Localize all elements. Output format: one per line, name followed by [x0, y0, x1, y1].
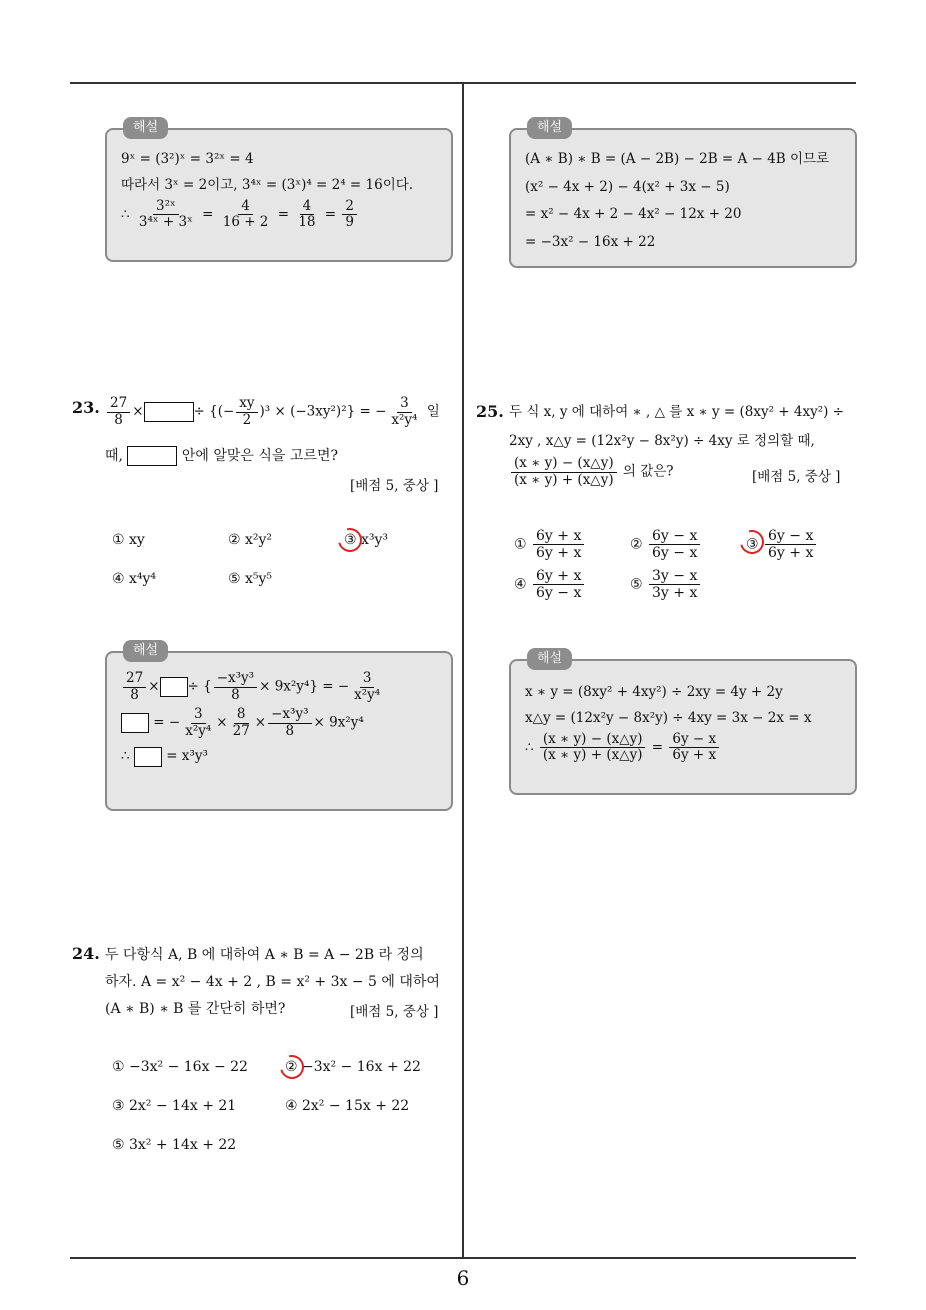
fraction: $\frac{(x ∗ y) - (x\triangle y)}{(x ∗ y) + (x\triangle y)}$	[540, 732, 646, 764]
option-5[interactable]: ⑤ x⁵y⁵	[228, 571, 273, 587]
option-2[interactable]: ② −3x² − 16x + 22	[285, 1059, 421, 1075]
answer-blank	[121, 713, 149, 733]
fraction: $\frac{3}{\text{x²y⁴}}$	[354, 670, 381, 703]
solution-box-22	[105, 120, 453, 262]
option-4[interactable]: ④ $\frac{6y + x}{6y - x}$	[514, 568, 586, 601]
score-label: [배점 5, 중상 ]	[752, 469, 841, 485]
option-3[interactable]: ③ $\frac{6y - x}{6y + x}$	[746, 528, 818, 561]
question-24-line: 두 다항식 A, B 에 대하여 A ∗ B = A − 2B 라 정의	[105, 947, 424, 963]
option-1[interactable]: ① $\frac{6y + x}{6y + x}$	[514, 528, 586, 561]
question-24-line: 하자. A = x² − 4x + 2 , B = x² + 3x − 5 에 대하여	[105, 974, 440, 990]
fraction: $\frac{6y - x}{6y - x}$	[649, 528, 700, 561]
solution-line: (x² − 4x + 2) − 4(x² + 3x − 5)	[525, 178, 730, 195]
fraction: $\frac{2}{9}$	[342, 199, 357, 231]
answer-blank	[127, 446, 177, 466]
question-24-line: (A ∗ B) ∗ B 를 간단히 하면?	[105, 1001, 286, 1017]
score-label: [배점 5, 중상 ]	[350, 1004, 439, 1020]
option-1[interactable]: ① xy	[112, 532, 145, 548]
fraction: $\frac{6y - x}{6y + x}$	[765, 528, 816, 561]
solution-box-24	[509, 120, 857, 268]
solution-box-23	[105, 643, 453, 811]
solution-line: 9ˣ = (3²)ˣ = 3²ˣ = 4	[121, 151, 254, 167]
option-5[interactable]: ⑤ 3x² + 14x + 22	[112, 1137, 237, 1153]
option-2[interactable]: ② x²y²	[228, 532, 273, 548]
solution-tag: 해설	[527, 648, 572, 670]
answer-blank	[144, 402, 194, 422]
fraction: $\frac{3}{\text{x²y⁴}}$	[185, 706, 212, 739]
solution-tag: 해설	[123, 640, 168, 662]
option-3[interactable]: ③ 2x² − 14x + 21	[112, 1098, 237, 1114]
solution-tag: 해설	[123, 117, 168, 139]
bottom-rule	[70, 1257, 856, 1259]
solution-line: = − $\frac{3}{\text{x²y⁴}}$ × $\frac{8}{27}$ × $\frac{\text{−x³y³}}{8}$ × 9x²y⁴	[121, 707, 439, 739]
score-label: [배점 5, 중상 ]	[350, 478, 439, 494]
fraction: $\frac{\text{3²ˣ}}{\text{3⁴ˣ + 3ˣ}}$	[138, 197, 193, 231]
solution-line: = −3x² − 16x + 22	[525, 234, 656, 251]
fraction: $\frac{6y - x}{6y + x}$	[669, 732, 719, 764]
question-number-23: 23.	[72, 398, 100, 417]
fraction: $\frac{27}{8}$	[107, 396, 130, 428]
fraction: $\frac{\text{−x³y³}}{8}$	[214, 671, 257, 703]
answer-circle-mark	[334, 524, 367, 557]
question-number-24: 24.	[72, 944, 100, 963]
solution-line: ∴ $\frac{\text{3²ˣ}}{\text{3⁴ˣ + 3ˣ}}$ = $\frac{4}{16 + 2}$ = $\frac{4}{18}$ = $\frac{2}{9}$	[121, 199, 439, 231]
option-1[interactable]: ① −3x² − 16x − 22	[112, 1059, 248, 1075]
option-2[interactable]: ② $\frac{6y - x}{6y - x}$	[630, 528, 702, 561]
fraction: $\frac{(x ∗ y) - (x\triangle y)}{(x ∗ y) + (x\triangle y)}$	[511, 456, 617, 488]
solution-line: x△y = (12x²y − 8x²y) ÷ 4xy = 3x − 2x = x	[525, 710, 812, 727]
fraction: $\frac{4}{16 + 2}$	[222, 197, 269, 231]
fraction: $\frac{xy}{2}$	[236, 396, 257, 428]
question-23-line2: 때, 안에 알맞은 식을 고르면?	[105, 448, 338, 464]
answer-blank	[160, 677, 188, 697]
question-25-line: $\frac{(x ∗ y) - (x\triangle y)}{(x ∗ y) + (x\triangle y)}$ 의 값은?	[509, 456, 674, 488]
solution-box-25	[509, 651, 857, 795]
question-number-25: 25.	[476, 402, 504, 421]
fraction: $\frac{3}{\text{x²y⁴}}$	[391, 395, 418, 428]
solution-line: x ∗ y = (8xy² + 4xy²) ÷ 2xy = 4y + 2y	[525, 684, 783, 700]
column-divider	[462, 84, 464, 1258]
solution-tag: 해설	[527, 117, 572, 139]
option-4[interactable]: ④ x⁴y⁴	[112, 571, 157, 587]
solution-line: ∴ $\frac{(x ∗ y) - (x\triangle y)}{(x ∗ y) + (x\triangle y)}$ = $\frac{6y - x}{6y + x}$	[525, 732, 843, 764]
page-number: 6	[456, 1266, 470, 1290]
option-4[interactable]: ④ 2x² − 15x + 22	[285, 1098, 410, 1114]
solution-line: 따라서 3ˣ = 2이고, 3⁴ˣ = (3ˣ)⁴ = 2⁴ = 16이다.	[121, 177, 414, 194]
answer-circle-mark	[276, 1051, 309, 1084]
solution-line: ∴ = x³y³	[121, 743, 439, 769]
question-23-line1: $\frac{27}{8}$ × ÷ {(− $\frac{xy}{2}$ )³ × (−3xy²)²} = − $\frac{3}{\text{x²y⁴}}$ 일	[105, 396, 440, 428]
option-5[interactable]: ⑤ $\frac{3y - x}{3y + x}$	[630, 568, 702, 601]
fraction: $\frac{\text{−x³y³}}{8}$	[268, 707, 311, 739]
fraction: $\frac{4}{18}$	[298, 197, 316, 231]
solution-line: = x² − 4x + 2 − 4x² − 12x + 20	[525, 206, 742, 223]
question-25-line: 2xy , x△y = (12x²y − 8x²y) ÷ 4xy 로 정의할 때,	[509, 433, 815, 449]
answer-blank	[134, 747, 162, 767]
fraction: $\frac{27}{8}$	[123, 671, 146, 703]
solution-line: $\frac{27}{8}$ × ÷ { $\frac{\text{−x³y³}}{8}$ × 9x²y⁴} = − $\frac{3}{\text{x²y⁴}}$	[121, 671, 439, 703]
fraction: $\frac{8}{27}$	[232, 706, 250, 739]
fraction: $\frac{3y - x}{3y + x}$	[649, 568, 700, 601]
fraction: $\frac{6y + x}{6y + x}$	[533, 528, 584, 561]
option-3[interactable]: ③ x³y³	[344, 532, 389, 548]
solution-line: (A ∗ B) ∗ B = (A − 2B) − 2B = A − 4B 이므로	[525, 151, 830, 167]
fraction: $\frac{6y + x}{6y - x}$	[533, 568, 584, 601]
question-25-line: 두 식 x, y 에 대하여 ∗ , △ 를 x ∗ y = (8xy² + 4xy²) ÷	[509, 404, 844, 420]
